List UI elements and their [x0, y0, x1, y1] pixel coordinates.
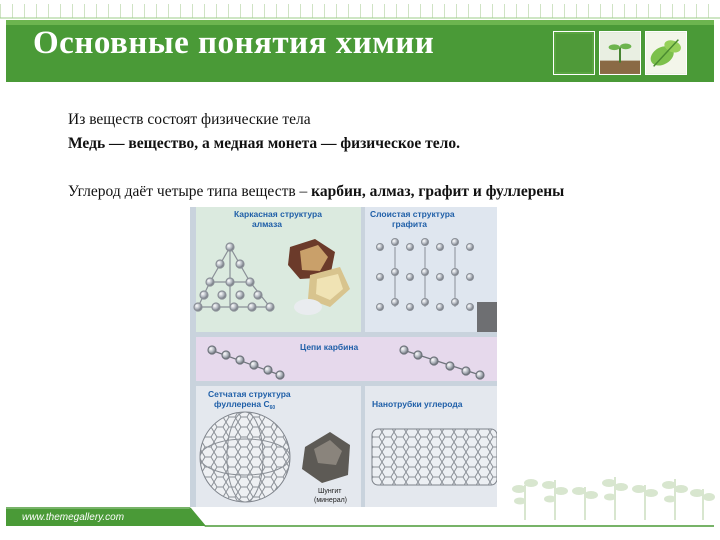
slide-body: [21, 108, 693, 204]
carbon-forms-bold: карбин, алмаз, графит и фуллерены: [311, 183, 565, 200]
carbyne-label: Цепи карбина: [300, 342, 359, 352]
graphite-label-line1: Слоистая структура: [370, 209, 455, 219]
fullerene-sphere: [200, 412, 290, 502]
slide-title: Основные понятия химии: [33, 25, 435, 61]
graphite-photo: [477, 302, 497, 332]
nanotube-label: Нанотрубки углерода: [372, 399, 463, 409]
top-decorative-stripe: [0, 0, 720, 20]
graphite-label-line2: графита: [392, 219, 428, 229]
shungite-label-line1: Шунгит: [318, 488, 342, 495]
blank-line: [21, 156, 693, 180]
nanotube: [372, 429, 497, 485]
carbon-allotropes-illustration: [190, 207, 497, 507]
diamond-label-line2: алмаза: [252, 219, 282, 229]
carbon-forms-plain: Углерод даёт четыре типа веществ –: [68, 183, 312, 200]
footer-website: www.themegallery.com: [22, 512, 125, 523]
header-thumbnail-plain: [553, 31, 595, 75]
sprout-photo-icon: [599, 31, 641, 75]
paragraph-copper-example: Медь — вещество, а медная монета — физическое тело.: [68, 135, 460, 152]
leaf-photo-icon: [645, 31, 687, 75]
sprouts-decoration-icon: [505, 465, 715, 520]
paragraph-carbon-forms: [21, 180, 693, 204]
fullerene-label-line2: фуллерена $С_{60}$: [214, 399, 276, 411]
shungite-label-line2: (минерал): [314, 497, 348, 504]
carbon-allotropes-figure: [190, 207, 497, 507]
paragraph-physical-bodies: Из веществ состоят физические тела: [68, 111, 311, 128]
fullerene-label-line1: Сетчатая структура: [208, 389, 291, 399]
diamond-label-line1: Каркасная структура: [234, 209, 322, 219]
